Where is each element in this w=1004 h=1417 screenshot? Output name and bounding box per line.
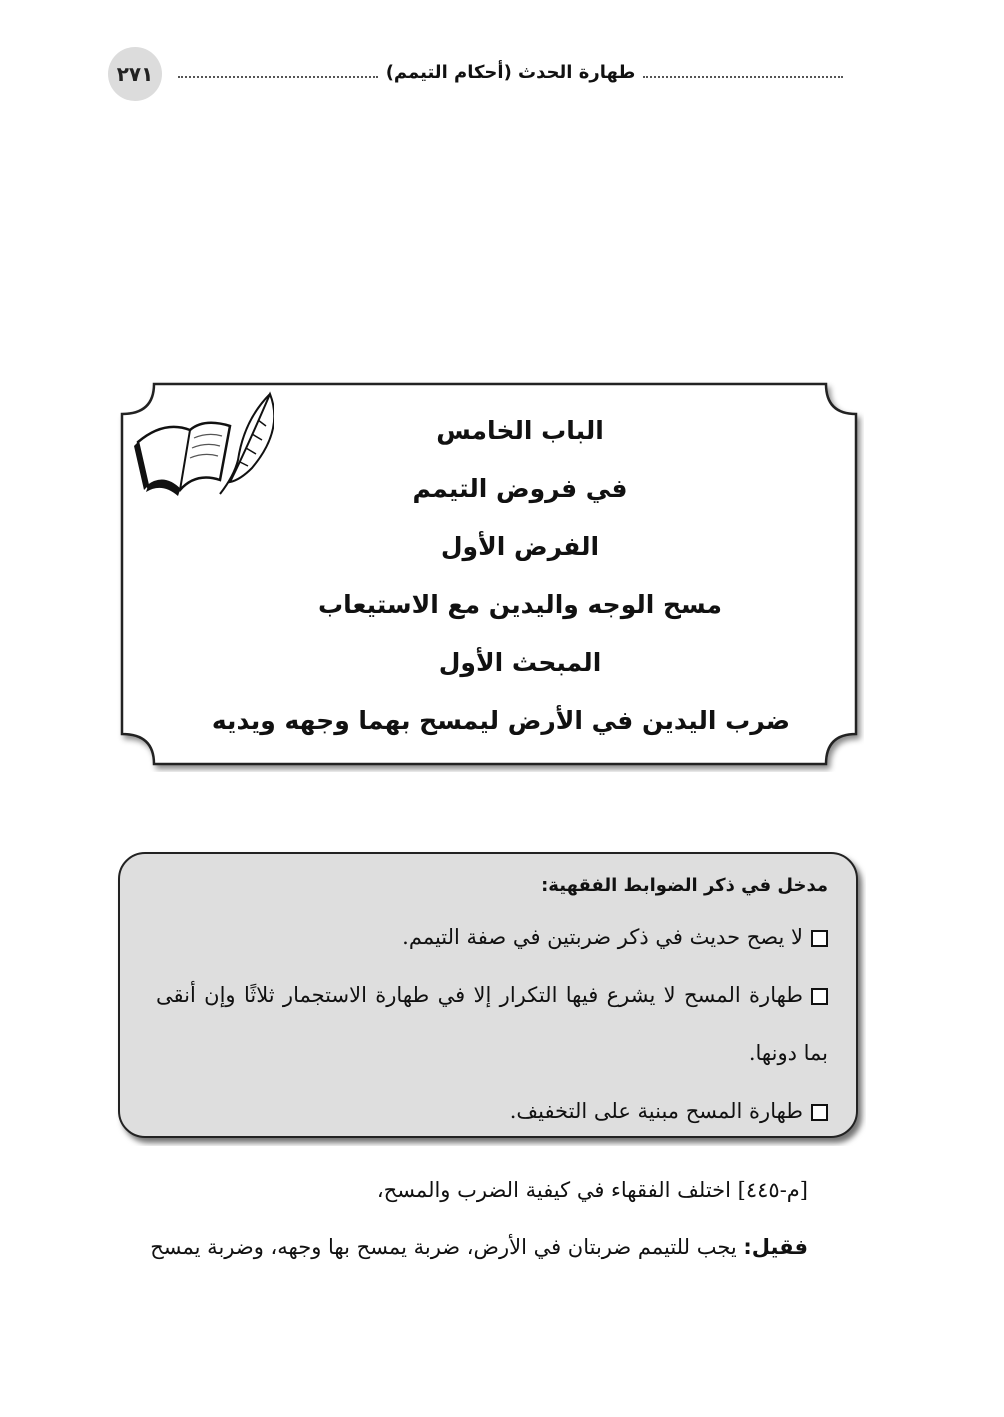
- subsection-heading: المبحث الأول: [438, 648, 602, 677]
- running-header: [178, 60, 843, 84]
- header-dots-right: [643, 76, 843, 78]
- rule-text-2: طهارة المسح لا يشرع فيها التكرار إلا في طهارة الاستجمار ثلاثًا وإن أنقى بما دونها.: [156, 983, 828, 1065]
- rules-content: [156, 864, 828, 1140]
- body-paragraph-2-text: يجب للتيمم ضربتان في الأرض، ضربة يمسح بها وجهه، وضربة يمسح: [150, 1235, 744, 1259]
- checkbox-icon: [811, 1104, 828, 1121]
- rule-item-3: [156, 1082, 828, 1140]
- running-title: طهارة الحدث (أحكام التيمم): [385, 61, 636, 83]
- rule-item-2: [156, 966, 828, 1082]
- checkbox-icon: [811, 988, 828, 1005]
- chapter-subtitle: في فروض التيمم: [412, 474, 628, 503]
- rule-text-1: لا يصح حديث في ذكر ضربتين في صفة التيمم.: [402, 925, 803, 949]
- header-dots-left: [178, 76, 378, 78]
- chapter-title-lines: [211, 402, 804, 750]
- body-paragraph-1: [م-٤٤٥] اختلف الفقهاء في كيفية الضرب والمسح،: [376, 1178, 808, 1202]
- subsection-subtitle: ضرب اليدين في الأرض ليمسح بهما وجهه ويديه: [211, 706, 790, 735]
- rules-box: [116, 850, 866, 1146]
- section-heading: الفرض الأول: [440, 532, 600, 561]
- rule-text-3: طهارة المسح مبنية على التخفيف.: [509, 1099, 803, 1123]
- rules-heading: مدخل في ذكر الضوابط الفقهية:: [541, 875, 828, 896]
- page-number: ٢٧١: [108, 47, 162, 101]
- chapter-heading: الباب الخامس: [436, 416, 604, 445]
- body-paragraph-2: [118, 1235, 808, 1259]
- chapter-title-frame: [116, 380, 864, 772]
- body-paragraph-2-lead: فقيل:: [743, 1235, 808, 1259]
- section-subtitle: مسح الوجه واليدين مع الاستيعاب: [318, 590, 722, 619]
- checkbox-icon: [811, 930, 828, 947]
- rule-item-1: [156, 908, 828, 966]
